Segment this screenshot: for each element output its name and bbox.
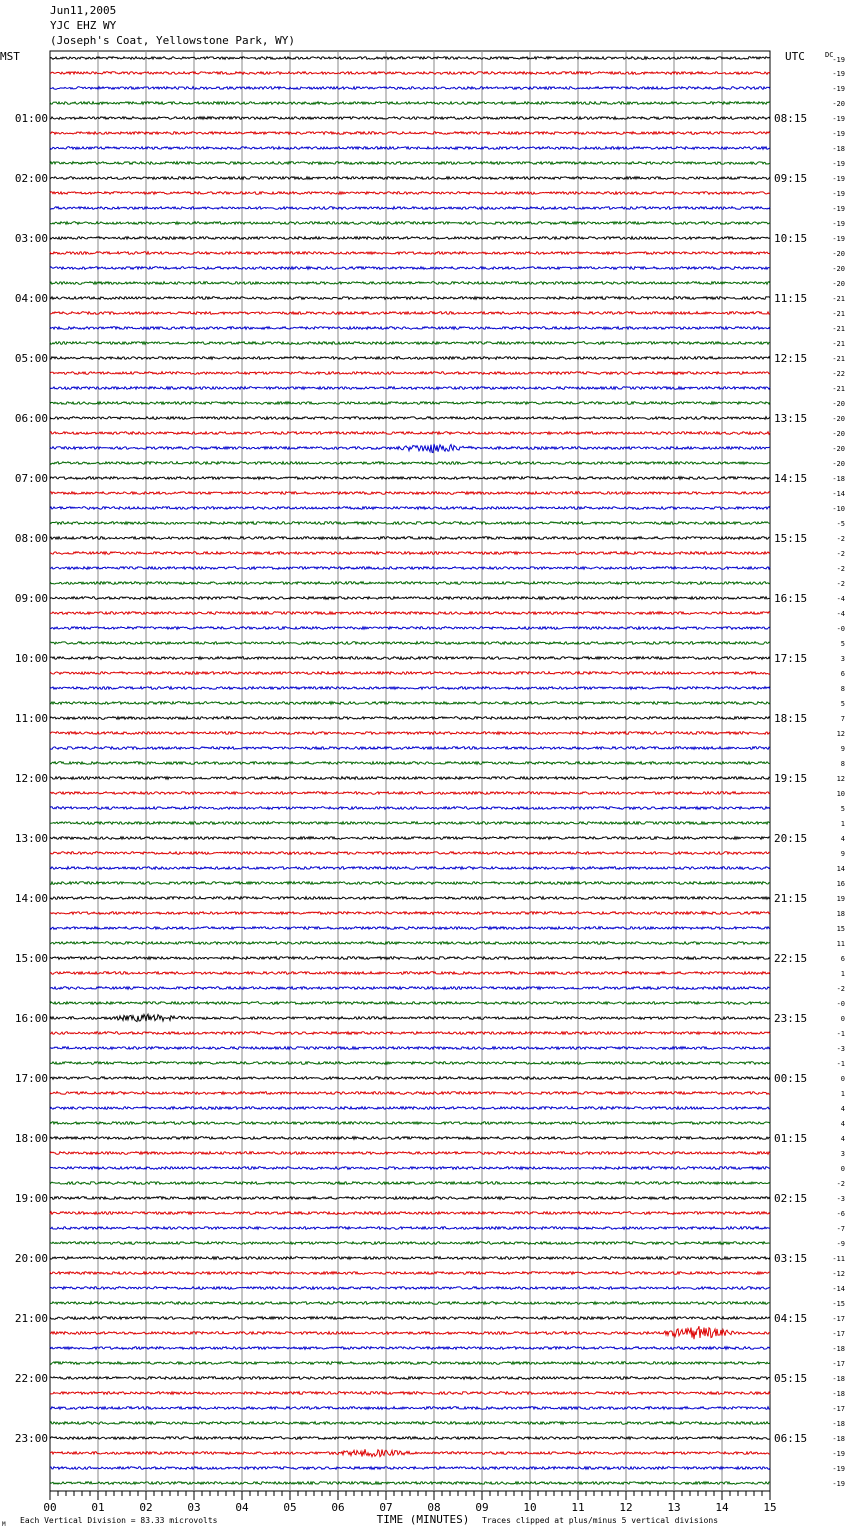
dc-offset-label: 1 [840,820,845,828]
dc-offset-label: -21 [832,295,845,303]
utc-label: UTC [785,50,805,63]
dc-offset-label: -11 [832,1255,845,1263]
seismic-trace [50,297,770,300]
x-tick-label: 15 [763,1501,777,1514]
dc-offset-label: -14 [832,490,845,498]
header-station: YJC EHZ WY [50,19,117,32]
hour-label-utc: 08:15 [774,112,808,125]
seismic-trace [50,687,770,690]
seismic-trace [50,792,770,795]
seismic-trace [50,942,770,945]
seismic-trace [50,342,770,345]
seismic-trace [50,222,770,225]
hour-label-utc: 18:15 [774,712,808,725]
seismic-trace [50,1326,770,1339]
dc-offset-label: -17 [832,1360,845,1368]
dc-offset-label: 19 [836,895,845,903]
x-tick-label: 07 [379,1501,393,1514]
dc-offset-label: -20 [832,460,845,468]
dc-offset-label: -10 [832,505,845,513]
x-tick-label: 11 [571,1501,585,1514]
seismic-trace [50,987,770,990]
header-date: Jun11,2005 [50,4,117,17]
dc-offset-label: -15 [832,1300,845,1308]
dc-offset-label: 5 [840,640,845,648]
hour-label-mst: 17:00 [14,1072,48,1085]
mst-label: MST [0,50,20,63]
hour-label-mst: 20:00 [14,1252,48,1265]
dc-offset-label: 9 [840,745,845,753]
seismic-trace [50,807,770,810]
seismic-trace [50,597,770,600]
seismic-trace [50,852,770,855]
dc-offset-label: -19 [832,1465,845,1473]
seismic-trace [50,117,770,120]
hour-label-utc: 16:15 [774,592,808,605]
header-location: (Joseph's Coat, Yellowstone Park, WY) [50,34,296,47]
dc-offset-label: -20 [832,415,845,423]
seismic-trace [50,1197,770,1200]
dc-offset-label: -20 [832,280,845,288]
dc-offset-label: 14 [836,865,845,873]
x-tick-label: 04 [235,1501,249,1514]
dc-offset-label: 9 [840,850,845,858]
seismic-trace [50,282,770,285]
dc-offset-label: -1 [836,1030,845,1038]
seismic-trace [50,327,770,330]
dc-offset-label: -18 [832,1390,845,1398]
seismic-trace [50,432,770,435]
seismic-trace [50,762,770,765]
hour-label-mst: 11:00 [14,712,48,725]
dc-offset-label: -19 [832,190,845,198]
x-tick-label: 05 [283,1501,297,1514]
seismic-trace [50,897,770,900]
seismic-trace [50,747,770,750]
dc-offset-label: -4 [836,610,845,618]
dc-offset-label: 15 [836,925,845,933]
seismic-trace [50,1137,770,1140]
x-tick-label: 02 [139,1501,153,1514]
seismic-trace [50,1107,770,1110]
dc-offset-label: -2 [836,1180,845,1188]
dc-offset-label: 4 [840,1120,845,1128]
hour-label-utc: 21:15 [774,892,808,905]
seismic-trace [50,522,770,525]
hour-label-mst: 05:00 [14,352,48,365]
dc-offset-label: -20 [832,430,845,438]
seismic-trace [50,1032,770,1035]
dc-offset-label: -19 [832,130,845,138]
dc-offset-label: 0 [840,1015,845,1023]
dc-offset-label: 6 [840,955,845,963]
dc-offset-label: 8 [840,760,845,768]
dc-offset-label: 0 [840,1075,845,1083]
seismic-trace [50,417,770,420]
hour-label-utc: 20:15 [774,832,808,845]
dc-offset-label: -19 [832,1450,845,1458]
seismic-trace [50,1437,770,1440]
seismic-trace [50,57,770,60]
seismic-trace [50,1407,770,1410]
x-tick-label: 00 [43,1501,57,1514]
dc-offset-label: -21 [832,325,845,333]
seismic-trace [50,372,770,375]
hour-label-utc: 19:15 [774,772,808,785]
dc-offset-label: -20 [832,250,845,258]
seismic-trace [50,657,770,660]
dc-offset-label: -18 [832,145,845,153]
plot-frame [50,51,770,1491]
dc-offset-label: -1 [836,1060,845,1068]
x-tick-label: 08 [427,1501,441,1514]
hour-label-mst: 23:00 [14,1432,48,1445]
x-tick-label: 09 [475,1501,489,1514]
x-tick-label: 03 [187,1501,201,1514]
x-tick-label: 13 [667,1501,681,1514]
seismic-trace [50,1182,770,1185]
dc-offset-label: 3 [840,1150,845,1158]
hour-label-mst: 22:00 [14,1372,48,1385]
dc-offset-label: -20 [832,265,845,273]
seismic-trace [50,87,770,90]
seismic-trace [50,402,770,405]
hour-label-mst: 10:00 [14,652,48,665]
seismic-trace [50,627,770,630]
dc-offset-label: -18 [832,1375,845,1383]
hour-label-mst: 16:00 [14,1012,48,1025]
seismic-trace [50,1347,770,1350]
seismic-trace [50,1302,770,1305]
seismic-trace [50,507,770,510]
hour-label-utc: 01:15 [774,1132,808,1145]
seismic-trace [50,717,770,720]
x-axis-label: TIME (MINUTES) [376,1513,470,1526]
hour-label-mst: 15:00 [14,952,48,965]
dc-offset-label: -12 [832,1270,845,1278]
dc-offset-label: -19 [832,175,845,183]
hour-label-utc: 17:15 [774,652,808,665]
seismic-trace [50,1257,770,1260]
chart-grid [50,51,770,1491]
dc-offset-label: 1 [840,1090,845,1098]
dc-offset-label: -0 [836,1000,845,1008]
dc-offset-label: -17 [832,1405,845,1413]
seismic-trace [50,1122,770,1125]
dc-offset-label: -9 [836,1240,845,1248]
seismic-trace [50,1377,770,1380]
dc-offset-label: 1 [840,970,845,978]
dc-offset-label: -19 [832,85,845,93]
seismic-trace [50,1212,770,1215]
seismic-trace [50,912,770,915]
hour-label-utc: 10:15 [774,232,808,245]
dc-offset-label: 16 [836,880,845,888]
seismic-trace [50,1152,770,1155]
seismic-trace [50,567,770,570]
dc-offset-label: 11 [836,940,845,948]
seismic-trace [50,582,770,585]
hour-label-utc: 06:15 [774,1432,808,1445]
dc-offset-label: -5 [836,520,845,528]
seismic-trace [50,1242,770,1245]
seismic-trace [50,672,770,675]
seismic-trace [50,177,770,180]
seismic-trace [50,1422,770,1425]
seismic-trace [50,1167,770,1170]
dc-offset-label: -20 [832,100,845,108]
hour-label-mst: 02:00 [14,172,48,185]
dc-offset-label: -21 [832,310,845,318]
hour-label-mst: 13:00 [14,832,48,845]
hour-label-mst: 06:00 [14,412,48,425]
dc-offset-label: 18 [836,910,845,918]
dc-offset-label: -21 [832,385,845,393]
seismic-trace [50,552,770,555]
seismic-trace [50,1317,770,1320]
seismic-trace [50,1227,770,1230]
dc-offset-label: -6 [836,1210,845,1218]
seismic-trace [50,1287,770,1290]
seismic-trace [50,1272,770,1275]
seismic-trace [50,957,770,960]
hour-label-mst: 08:00 [14,532,48,545]
seismic-trace [50,237,770,240]
hour-label-mst: 18:00 [14,1132,48,1145]
seismic-trace [50,537,770,540]
dc-offset-label: -19 [832,70,845,78]
hour-label-mst: 07:00 [14,472,48,485]
dc-offset-label: -17 [832,1330,845,1338]
dc-offset-label: -2 [836,580,845,588]
dc-offset-label: -19 [832,220,845,228]
dc-offset-label: -2 [836,565,845,573]
dc-offset-label: 7 [840,715,845,723]
dc-offset-label: 3 [840,655,845,663]
dc-offset-label: 4 [840,1135,845,1143]
dc-offset-label: -21 [832,355,845,363]
seismic-trace [50,822,770,825]
dc-offset-label: -18 [832,1345,845,1353]
dc-offset-label: -3 [836,1195,845,1203]
seismic-trace [50,252,770,255]
hour-label-utc: 13:15 [774,412,808,425]
dc-offset-label: -19 [832,205,845,213]
seismic-trace [50,1047,770,1050]
hour-label-mst: 12:00 [14,772,48,785]
hour-label-mst: 21:00 [14,1312,48,1325]
hour-label-utc: 14:15 [774,472,808,485]
seismic-trace [50,462,770,465]
dc-offset-label: -19 [832,115,845,123]
dc-offset-label: -20 [832,400,845,408]
dc-offset-label: 5 [840,805,845,813]
chart-labels [0,50,845,1488]
seismic-trace [50,207,770,210]
dc-offset-label: -14 [832,1285,845,1293]
x-axis [2,1491,777,1528]
x-tick-label: 10 [523,1501,537,1514]
hour-label-mst: 14:00 [14,892,48,905]
dc-offset-label: 10 [836,790,845,798]
seismic-trace [50,312,770,315]
seismic-trace [50,1092,770,1095]
seismic-trace [50,132,770,135]
hour-label-mst: 09:00 [14,592,48,605]
hour-label-mst: 03:00 [14,232,48,245]
x-tick-label: 12 [619,1501,633,1514]
dc-offset-label: -19 [832,56,845,64]
dc-offset-label: -2 [836,535,845,543]
seismic-trace [50,147,770,150]
seismic-trace [50,612,770,615]
dc-offset-label: 0 [840,1165,845,1173]
x-tick-label: 14 [715,1501,729,1514]
seismic-trace [50,1062,770,1065]
seismic-trace [50,927,770,930]
seismic-trace [50,1362,770,1365]
dc-offset-label: -17 [832,1315,845,1323]
dc-offset-label: 12 [836,730,845,738]
seismic-trace [50,387,770,390]
hour-label-utc: 05:15 [774,1372,808,1385]
seismic-trace [50,477,770,480]
dc-offset-label: -2 [836,985,845,993]
dc-offset-label: -18 [832,1435,845,1443]
hour-label-mst: 01:00 [14,112,48,125]
scale-note: Each Vertical Division = 83.33 microvolts [20,1516,218,1525]
seismic-trace [50,357,770,360]
seismic-trace [50,1002,770,1005]
dc-offset-label: -22 [832,370,845,378]
x-tick-label: 06 [331,1501,345,1514]
dc-offset-label: -21 [832,340,845,348]
hour-label-utc: 11:15 [774,292,808,305]
hour-label-utc: 00:15 [774,1072,808,1085]
dc-offset-label: 5 [840,700,845,708]
hour-label-utc: 12:15 [774,352,808,365]
seismic-trace [50,267,770,270]
dc-offset-label: 6 [840,670,845,678]
hour-label-utc: 03:15 [774,1252,808,1265]
x-tick-label: 01 [91,1501,105,1514]
dc-offset-label: -19 [832,160,845,168]
seismic-trace [50,1482,770,1485]
seismic-trace [50,777,770,780]
dc-offset-label: -0 [836,625,845,633]
seismic-trace [50,1392,770,1395]
hour-label-utc: 09:15 [774,172,808,185]
dc-header-label: DC [825,51,834,59]
seismic-trace [50,192,770,195]
dc-offset-label: -7 [836,1225,845,1233]
dc-offset-label: -19 [832,235,845,243]
dc-offset-label: 8 [840,685,845,693]
seismic-trace [50,492,770,495]
seismic-trace [50,72,770,75]
dc-offset-label: 12 [836,775,845,783]
seismic-trace [50,642,770,645]
hour-label-mst: 04:00 [14,292,48,305]
seismic-trace [50,444,770,453]
seismic-trace [50,1077,770,1080]
hour-label-utc: 02:15 [774,1192,808,1205]
seismic-trace [50,1467,770,1470]
chart-traces [50,57,770,1485]
dc-offset-label: -18 [832,475,845,483]
seismic-trace [50,1014,770,1021]
hour-label-utc: 04:15 [774,1312,808,1325]
dc-offset-label: -20 [832,445,845,453]
seismic-trace [50,162,770,165]
dc-offset-label: 4 [840,1105,845,1113]
seismic-trace [50,882,770,885]
clip-note: Traces clipped at plus/minus 5 vertical divisions [482,1516,719,1525]
seismic-trace [50,1449,770,1456]
seismic-trace [50,867,770,870]
hour-label-mst: 19:00 [14,1192,48,1205]
dc-offset-label: -2 [836,550,845,558]
dc-offset-label: 4 [840,835,845,843]
hour-label-utc: 22:15 [774,952,808,965]
seismic-trace [50,837,770,840]
seismic-trace [50,972,770,975]
seismic-trace [50,732,770,735]
seismic-trace [50,702,770,705]
hour-label-utc: 15:15 [774,532,808,545]
dc-offset-label: -18 [832,1420,845,1428]
corner-mark: M [2,1521,6,1528]
dc-offset-label: -19 [832,1480,845,1488]
dc-offset-label: -4 [836,595,845,603]
seismic-trace [50,102,770,105]
dc-offset-label: -3 [836,1045,845,1053]
hour-label-utc: 23:15 [774,1012,808,1025]
